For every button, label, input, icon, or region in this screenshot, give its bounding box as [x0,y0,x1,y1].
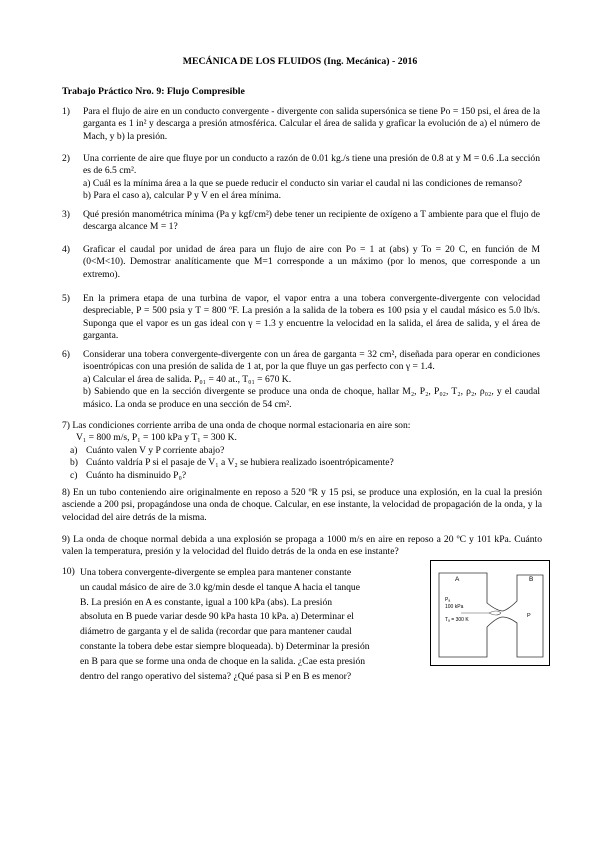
problem-line: B. La presión en A es constante, igual a 100 kPa (abs). La presión [80,596,333,608]
problem-3 [62,209,540,234]
problem-line: diámetro de garganta y el de salida (recordar que para mantener caudal [80,626,352,638]
problem-number: 5) [62,293,70,304]
problem-text: En un tubo conteniendo aire originalmente en reposo a 520 ºR y 15 psi, se produce una explosión, en la cual la presión asciende a 200 psi, propagándose una onda de choque. Calcular, en ese instante, la velocidad de propagación de la onda, y la velocidad del aire detrás de la misma. [62,487,542,523]
page-title: MECÁNICA DE LOS FLUIDOS (Ing. Mecánica) - 2016 [182,56,418,67]
problem-text: Para el flujo de aire en un conducto convergente - divergente con salida supersónica se tiene Po = 150 psi, el área de la garganta es 1 in² y descarga a presión atmosférica. Calcular el área de salida y graficar la evolución de a) el número de Mach, y b) la presión. [83,106,540,142]
problem-text: Las condiciones corriente arriba de una onda de choque normal estacionaria en aire son: [72,420,411,431]
problem-conditions: V₁ = 800 m/s, P₁ = 100 kPa y T₁ = 300 K. [76,432,237,444]
problem-part-c: c) Cuánto ha disminuido P₀? [70,469,187,481]
problem-part-a: a) Cuál es la mínima área a la que se puede reducir el conducto sin variar el caudal ni las condiciones de remanso? [83,177,522,189]
problem-number: 10) [62,566,75,577]
pa-label: Pₐ [445,597,451,603]
problem-part-b: b) Sabiendo que en la sección divergente se produce una onda de choque, hallar M₂, P₂, P₀₂, T₂, ρ₂, ρ₀₂, y el caudal másico. La onda se produce en una sección de 54 cm². [83,386,540,410]
problem-line: Una tobera convergente-divergente se emplea para mantener constante [80,567,352,578]
problem-part-a: a) Calcular el área de salida. P₀₁ = 40 at., T₀₁ = 670 K. [83,373,292,385]
problem-number: 3) [62,209,70,220]
problem-5 [62,293,540,343]
problem-4 [62,244,540,281]
pressure-b-label: P [527,613,531,619]
problem-text: Qué presión manométrica mínima (Pa y kgf/cm²) debe tener un recipiente de oxígeno a T ambiente para que el flujo de descarga alcance M = 1? [83,209,540,233]
pa-value: 100 kPa [445,604,464,610]
problem-line: dentro del rango operativo del sistema? ¿Qué pasa si P en B es menor? [80,670,352,682]
problem-number: 8) [62,487,70,498]
problem-part-a: a) Cuánto valen V y P corriente abajo? [70,444,225,456]
problem-7 [62,420,542,482]
problem-part-b: b) Para el caso a), calcular P y V en el área mínima. [83,190,282,202]
problem-text: La onda de choque normal debida a una explosión se propaga a 1000 m/s en aire en reposo a 20 ºC y 101 kPa. Cuánto valen la temperatura, presión y la velocidad del fluido detrás de la onda en ese instante? [62,534,542,558]
problem-number: 1) [62,106,70,117]
ta-label: Tₐ = 300 K [445,617,469,623]
problem-line: en B para que se forme una onda de choque en la salida. ¿Cae esta presión [80,655,366,667]
tank-b-label: B [529,576,534,583]
problem-text: Considerar una tobera convergente-divergente con un área de garganta = 32 cm², diseñada para operar en condiciones isoentrópicas con una presión de salida de 1 at, por la que fluye un gas perfecto con γ = 1.4. [83,349,540,373]
problem-text: En la primera etapa de una turbina de vapor, el vapor entra a una tobera convergente-divergente con velocidad despreciable, P = 500 psia y T = 800 ºF. La presión a la salida de la tobera es 100 psia y el caudal másico es 5.0 lb/s. Suponga que el vapor es un gas ideal con γ = 1.3 y encuentre la velocidad en la salida, el área de salida, y el área de garganta. [83,293,540,342]
problem-text: Graficar el caudal por unidad de área para un flujo de aire con Po = 1 at (abs) y To = 20 C, en función de M (0<M<10). Demostrar analíticamente que M=1 corresponde a un máximo (por lo menos, que corresponde a un extremo). [83,244,540,280]
tank-a-label: A [455,576,460,583]
tank-nozzle-diagram [430,560,550,666]
problem-10 [62,566,426,684]
problem-number: 6) [62,349,70,360]
problem-1 [62,106,540,143]
problem-2 [62,153,540,203]
problem-part-b: b) Cuánto valdría P si el pasaje de V₁ a V₂ se hubiera realizado isoentrópicamente? [70,457,394,469]
problem-6 [62,349,540,411]
problem-number: 7) [62,420,70,431]
problem-line: absoluta en B puede variar desde 90 kPa hasta 10 kPa. a) Determinar el [80,611,354,623]
problem-line: un caudal másico de aire de 3.0 kg/min desde el tanque A hacia el tanque [80,581,360,593]
problem-number: 9) [62,534,70,545]
problem-9 [62,534,542,559]
problem-line: constante la tobera debe estar siempre bloqueada). b) Determinar la presión [80,640,370,652]
assignment-subtitle: Trabajo Práctico Nro. 9: Flujo Compresible [62,86,245,97]
problem-number: 2) [62,153,70,164]
problem-number: 4) [62,244,70,255]
problem-8 [62,487,542,524]
problem-text: Una corriente de aire que fluye por un conducto a razón de 0.01 kg./s tiene una presión de 0.8 at y M = 0.6 .La sección es de 6.5 cm². [83,153,540,177]
